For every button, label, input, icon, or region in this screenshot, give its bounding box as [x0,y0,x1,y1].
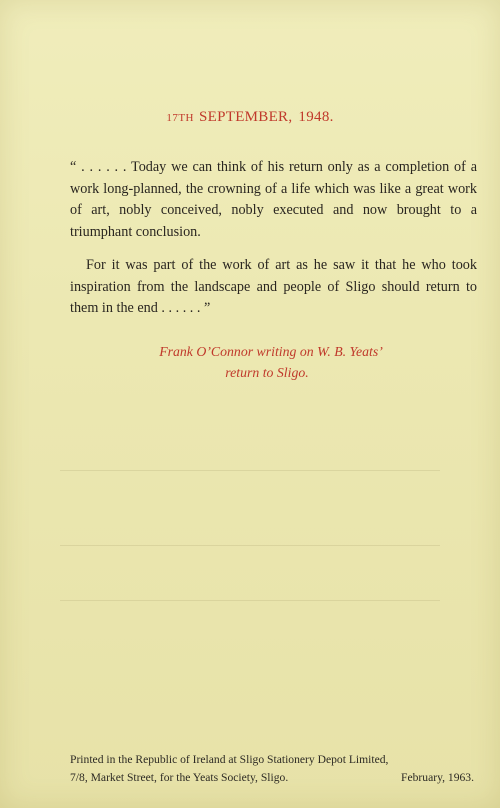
footer-line-1: Printed in the Republic of Ireland at Sligo Stationery Depot Limited, [70,753,389,766]
quote-paragraph-2: For it was part of the work of art as he saw it that he who took inspiration from the landscape and people of Sligo should return to them in the end . . . . . . ” [70,257,477,316]
date-day: 17TH [166,112,194,124]
attribution-line-2: return to Sligo. [225,364,309,380]
faint-bleed-through-line [60,470,440,471]
footer-date: February, 1963. [401,771,474,784]
faint-bleed-through-line [60,600,440,601]
footer-address: 7/8, Market Street, for the Yeats Society, Sligo. [70,771,289,784]
attribution-line-1: Frank O’Connor writing on W. B. Yeats’ [159,344,383,359]
date-month: SEPTEMBER, [198,109,293,125]
faint-bleed-through-line [60,545,440,546]
attribution [0,342,500,383]
printer-footer [70,751,474,787]
document-date [0,109,500,126]
date-year: 1948. [298,109,334,125]
quote-paragraph-1: “ . . . . . . Today we can think of his return only as a completion of a work long-planned, the crowning of a life which was like a great work of art, nobly conceived, nobly executed and now brought to a triumphant conclusion. [70,159,477,240]
footer-line-2 [70,769,474,787]
